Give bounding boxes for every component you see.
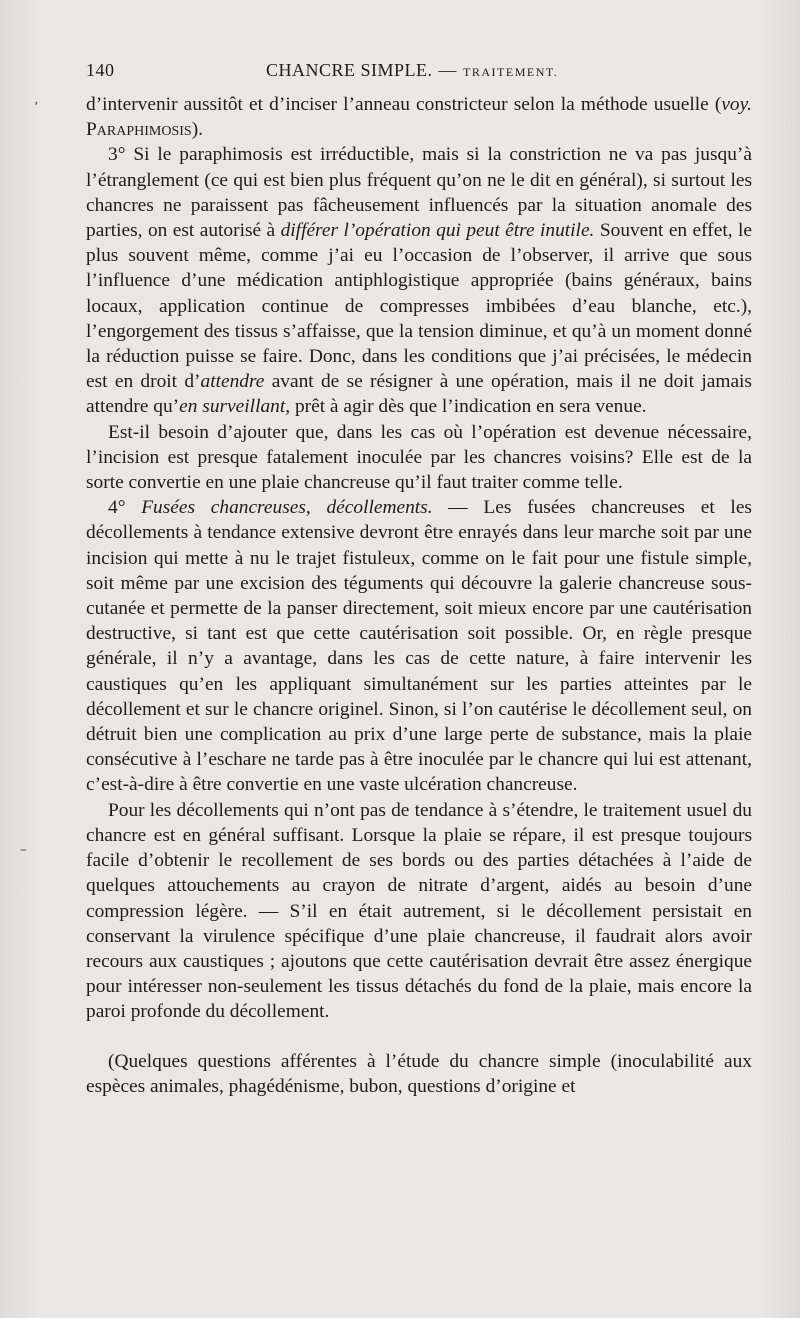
italic-text: Fusées chancreuses [141, 497, 306, 519]
text-run: d’intervenir aussitôt et d’inciser l’anneau constricteur selon la méthode usuelle ( [86, 94, 722, 115]
running-title-subtitle: TRAITEMENT. [463, 65, 559, 79]
italic-text: différer l’opération qui peut être inutile. [280, 220, 595, 242]
text-run: 4° [108, 497, 142, 519]
running-title-dash: — [438, 60, 458, 80]
italic-text: attendre [200, 371, 265, 393]
text-run: — Les fusées chancreuses et les décollements à tendance extensive devront être enrayés dans leur marche soit par une incision qui mette à nu le trajet fistuleux, comme on le fait pour une fistule simple, soit même par une excision des téguments qui découvre la galerie chancreuse sous-cutanée et permette de la panser directement, soit mieux encore par une cautérisation destructive, si tant est que cette cautérisation soit possible. Or, en règle presque générale, il n’y a avantage, dans les cas de cette nature, à faire intervenir les caustiques qu’en les appliquant simultanément sur les parties atteintes par le décollement et sur le chancre originel. Sinon, si l’on cautérise le décollement seul, on détruit bien une complication au prix d’une large perte de substance, mais la plaie consécutive à l’eschare ne tarde pas à être inoculée par le chancre qui lui est attenant, c’est-à-dire à être convertie en une vaste ulcération chancreuse. [86, 497, 752, 796]
text-run: ). [191, 119, 204, 141]
italic-text: décollements. [326, 497, 433, 519]
text-run: , [305, 497, 327, 519]
paragraph-3-paraphimosis-irreductible [86, 142, 752, 419]
margin-pencil-mark: – [20, 842, 27, 858]
text-run: (Quelques questions afférentes à l’étude du chancre simple (inoculabilité aux espèces animales, phagédénisme, bubon, questions d’origine et [86, 1050, 752, 1097]
text-run: 3° Si le paraphimosis est irréductible, mais si la constriction ne va pas jusqu’à l’étranglement (ce qui est bien plus fréquent qu’on ne le dit en général), si surtout les chancres ne paraissent pas fâcheusement influencés par la situation anomale des parties, on est autorisé à [86, 144, 752, 242]
text-run: avant de se résigner à une opération, mais il ne doit jamais attendre qu’ [86, 371, 752, 418]
small-caps-text: Paraphimosis [86, 119, 192, 141]
page-number: 140 [86, 60, 115, 80]
text-run: prêt à agir dès que l’indication en sera venue. [290, 396, 647, 418]
paragraph-4-fusees-chancreuses [86, 495, 752, 797]
italic-text: en surveillant, [179, 396, 291, 418]
running-head [86, 60, 752, 88]
paragraph-questions-afferentes [86, 1049, 752, 1099]
running-title [266, 60, 558, 81]
margin-pencil-mark: ʼ [34, 100, 39, 116]
italic-text: voy. [721, 94, 752, 115]
paragraph-incision-inoculee [86, 420, 752, 496]
text-run: Pour les décollements qui n’ont pas de tendance à s’étendre, le traitement usuel du chancre est en général suffisant. Lorsque la plaie se répare, il est presque toujours facile d’obtenir le recollement de ses bords ou des parties détachées à l’aide de quelques attouchements au crayon de nitrate d’argent, aidés au besoin d’une compression légère. — S’il en était autrement, si le décollement persistait en conservant la virulence spécifique d’une plaie chancreuse, il faudrait alors avoir recours aux caustiques ; ajoutons que cette cautérisation devrait être assez énergique pour intéresser non-seulement les tissus détachés du fond de la plaie, mais encore la paroi profonde du décollement. [86, 799, 752, 1023]
paragraph-continuation [86, 92, 752, 142]
text-run: Est-il besoin d’ajouter que, dans les cas où l’opération est devenue nécessaire, l’incision est presque fatalement inoculée par les chancres voisins? Elle est de la sorte convertie en une plaie chancreuse qu’il faut traiter comme telle. [86, 421, 752, 494]
body-text [86, 92, 752, 1099]
text-run: Souvent en effet, le plus souvent même, comme j’ai eu l’occasion de l’observer, il arrive que sous l’influence d’une médication antiphlogistique appropriée (bains généraux, bains locaux, application continue de compresses imbibées d’eau blanche, etc.), l’engorgement des tissus s’affaisse, que la tension diminue, et qu’à un moment donné la réduction puisse se faire. Donc, dans les conditions que j’ai précisées, le médecin est en droit d’ [86, 220, 752, 393]
paragraph-decollements [86, 798, 752, 1025]
running-title-main: CHANCRE SIMPLE. [266, 60, 433, 80]
